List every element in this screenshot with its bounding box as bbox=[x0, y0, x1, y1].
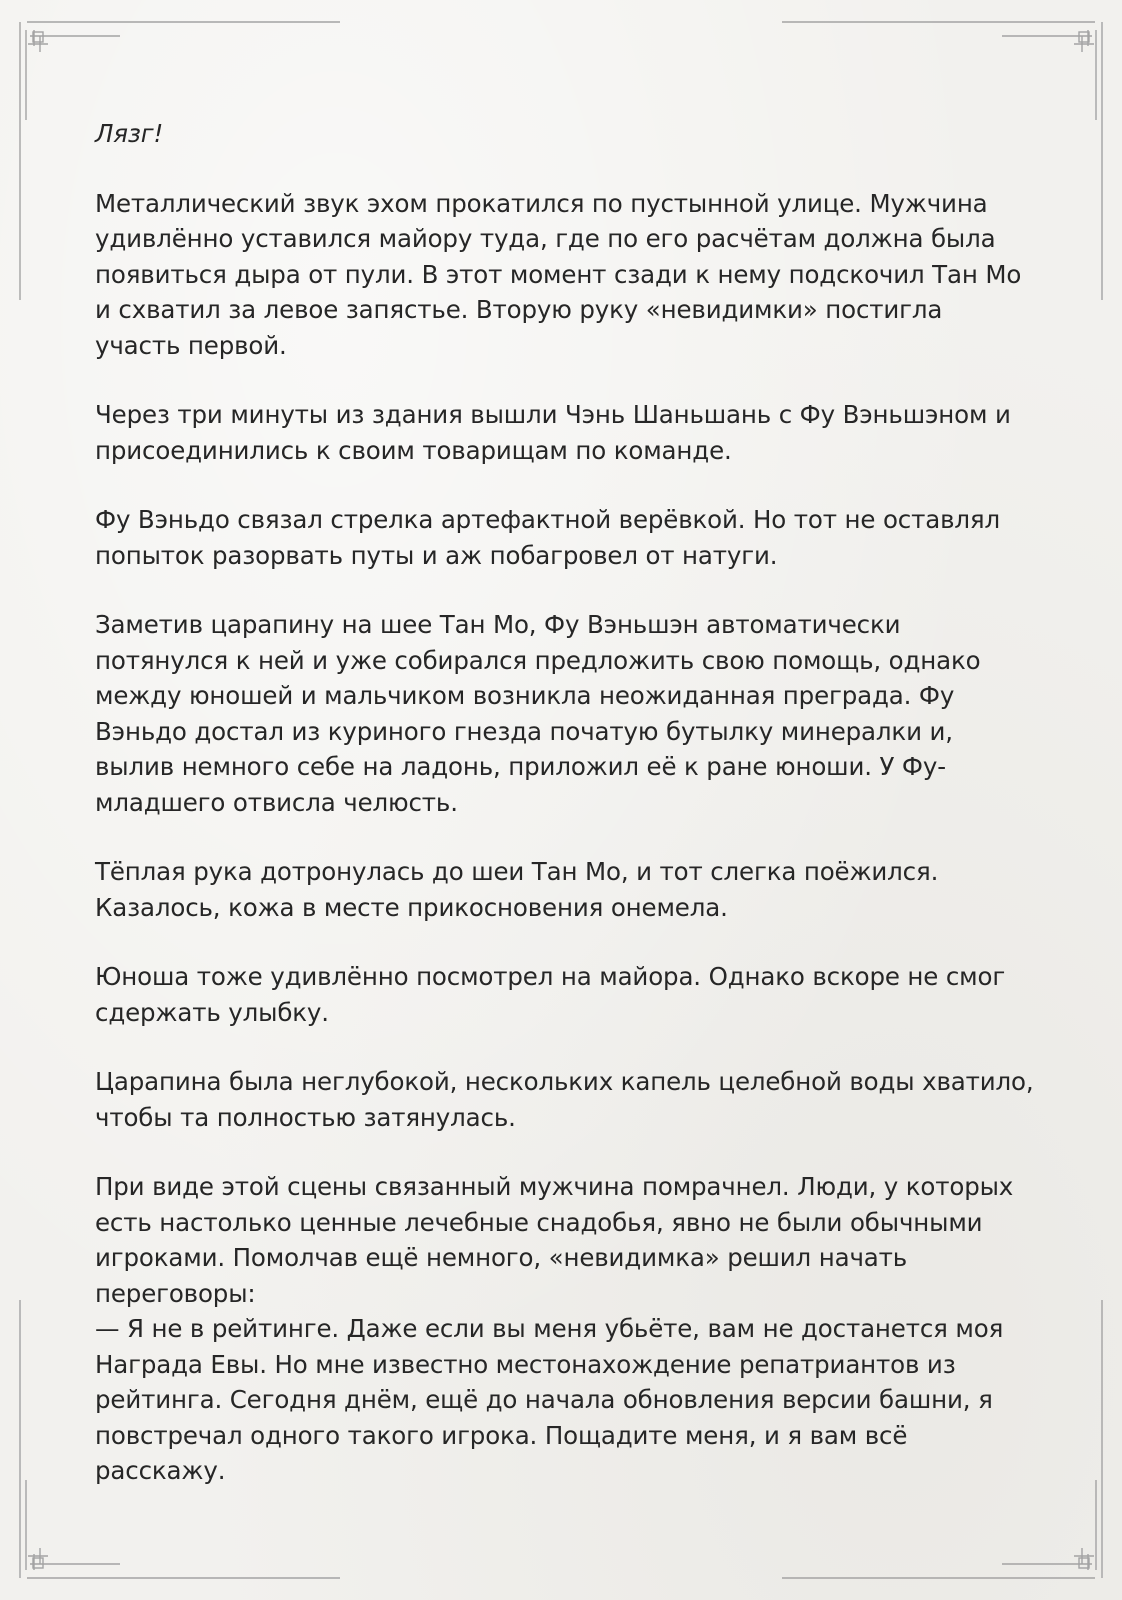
paragraph: Тёплая рука дотронулась до шеи Тан Мо, и тот слегка поёжился. Казалось, кожа в месте прикосновения онемела. bbox=[95, 857, 939, 922]
paragraph: Заметив царапину на шее Тан Мо, Фу Вэньшэн автоматически потянулся к ней и уже собирался предложить свою помощь, однако между юношей и мальчиком возникла неожиданная преграда. Фу Вэньдо достал из куриного гнезда початую бутылку минералки и, вылив немного себе на ладонь, приложил её к ране юноши. У Фу-младшего отвисла челюсть. bbox=[95, 610, 981, 817]
paragraph: При виде этой сцены связанный мужчина помрачнел. Люди, у которых есть настолько ценные лечебные снадобья, явно не были обычными игроками. Помолчав ещё немного, «невидимка» решил начать переговоры: bbox=[95, 1172, 1014, 1308]
paragraph-sound-effect: Лязг! bbox=[95, 119, 164, 148]
paragraph: Через три минуты из здания вышли Чэнь Шаньшань с Фу Вэньшэном и присоединились к своим товарищам по команде. bbox=[95, 400, 1011, 465]
dialogue-paragraph: — Я не в рейтинге. Даже если вы меня убьёте, вам не достанется моя Награда Евы. Но мне известно местонахождение репатриантов из рейтинга. Сегодня днём, ещё до начала обновления версии башни, я повстречал одного такого игрока. Пощадите меня, и я вам всё расскажу. bbox=[95, 1314, 1004, 1485]
paragraph: Царапина была неглубокой, нескольких капель целебной воды хватило, чтобы та полностью затянулась. bbox=[95, 1067, 1034, 1132]
paragraph: Металлический звук эхом прокатился по пустынной улице. Мужчина удивлённо уставился майору туда, где по его расчётам должна была появиться дыра от пули. В этот момент сзади к нему подскочил Тан Мо и схватил за левое запястье. Вторую руку «невидимки» постигла участь первой. bbox=[95, 188, 1022, 360]
paragraph: Юноша тоже удивлённо посмотрел на майора. Однако вскоре не смог сдержать улыбку. bbox=[95, 962, 1006, 1027]
document-body bbox=[95, 116, 1035, 1523]
paragraph: Фу Вэньдо связал стрелка артефактной верёвкой. Но тот не оставлял попыток разорвать путы и аж побагровел от натуги. bbox=[95, 505, 1000, 570]
